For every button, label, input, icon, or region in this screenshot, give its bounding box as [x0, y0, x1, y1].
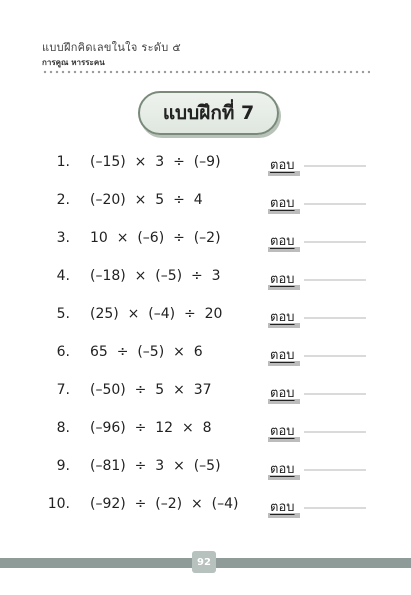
answer-blank[interactable]: [304, 317, 366, 319]
problem-number: 9.: [56, 458, 70, 474]
problem-number: 3.: [56, 230, 70, 246]
problem-row: [0, 262, 411, 292]
problem-expression: (25) × (–4) ÷ 20: [90, 306, 223, 322]
problem-number: 6.: [56, 344, 70, 360]
answer-label: ตอบ: [270, 424, 295, 439]
answer-blank[interactable]: [304, 241, 366, 243]
answer-label: ตอบ: [270, 462, 295, 477]
answer-label: ตอบ: [270, 500, 295, 515]
problem-expression: (–18) × (–5) ÷ 3: [90, 268, 221, 284]
problem-expression: 65 ÷ (–5) × 6: [90, 344, 203, 360]
answer-blank[interactable]: [304, 469, 366, 471]
answer-blank[interactable]: [304, 507, 366, 509]
answer-blank[interactable]: [304, 431, 366, 433]
problem-row: [0, 186, 411, 216]
exercise-title: แบบฝึกที่ 7: [138, 91, 279, 135]
answer-blank[interactable]: [304, 393, 366, 395]
problem-expression: (–50) ÷ 5 × 37: [90, 382, 212, 398]
problem-row: [0, 414, 411, 444]
answer-blank[interactable]: [304, 279, 366, 281]
problem-expression: (–92) ÷ (–2) × (–4): [90, 496, 239, 512]
answer-blank[interactable]: [304, 355, 366, 357]
problem-number: 8.: [56, 420, 70, 436]
problem-number: 5.: [56, 306, 70, 322]
answer-label: ตอบ: [270, 196, 295, 211]
answer-blank[interactable]: [304, 165, 366, 167]
problem-number: 10.: [47, 496, 70, 512]
page-number: 92: [192, 551, 216, 573]
problem-row: [0, 224, 411, 254]
problem-row: [0, 452, 411, 482]
problem-row: [0, 338, 411, 368]
answer-label: ตอบ: [270, 348, 295, 363]
answer-blank[interactable]: [304, 203, 366, 205]
problem-row: [0, 300, 411, 330]
problem-expression: (–15) × 3 ÷ (–9): [90, 154, 221, 170]
problem-number: 4.: [56, 268, 70, 284]
answer-label: ตอบ: [270, 158, 295, 173]
problem-expression: 10 × (–6) ÷ (–2): [90, 230, 221, 246]
section-subtitle: การคูณ หารระคน: [42, 58, 105, 67]
answer-label: ตอบ: [270, 272, 295, 287]
answer-label: ตอบ: [270, 386, 295, 401]
problem-expression: (–81) ÷ 3 × (–5): [90, 458, 221, 474]
problem-row: [0, 148, 411, 178]
problem-row: [0, 490, 411, 520]
problem-number: 1.: [56, 154, 70, 170]
problem-number: 7.: [56, 382, 70, 398]
problem-row: [0, 376, 411, 406]
answer-label: ตอบ: [270, 234, 295, 249]
book-title: แบบฝึกคิดเลขในใจ ระดับ ๕: [42, 41, 181, 54]
problem-number: 2.: [56, 192, 70, 208]
problem-expression: (–20) × 5 ÷ 4: [90, 192, 203, 208]
problem-expression: (–96) ÷ 12 × 8: [90, 420, 212, 436]
answer-label: ตอบ: [270, 310, 295, 325]
